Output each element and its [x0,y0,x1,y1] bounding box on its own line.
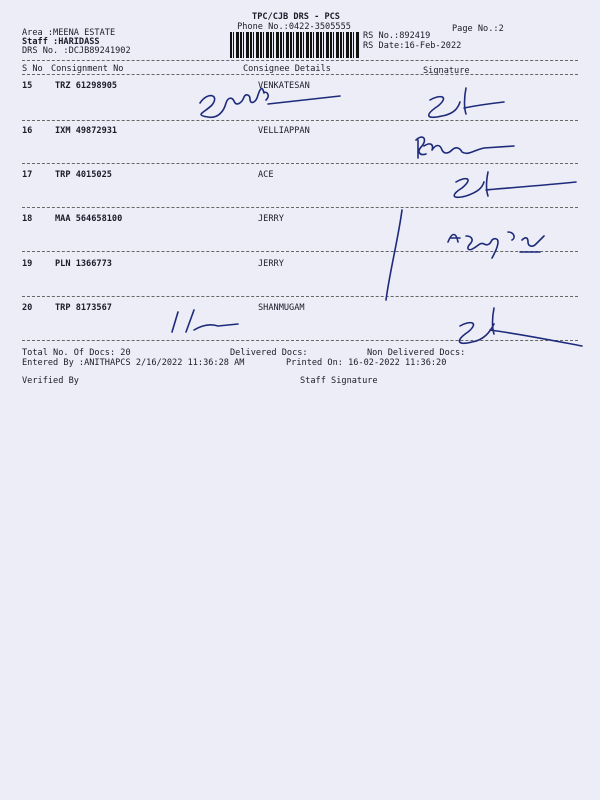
row-consignee: ACE [258,170,274,180]
row-consignee: VENKATESAN [258,81,310,91]
entered-by: Entered By :ANITHAPCS 2/16/2022 11:36:28 AM [22,358,245,368]
row-sno: 19 [22,259,33,269]
signature-s-jed-2 [454,172,576,197]
rs-number: RS No.:892419 [363,31,431,41]
divider [22,340,578,341]
document-title: TPC/CJB DRS - PCS [252,12,340,22]
row-sno: 15 [22,81,33,91]
page-number: Page No.:2 [452,24,504,34]
column-header-consignment: Consignment No [51,64,124,74]
row-sno: 18 [22,214,33,224]
row-consignee: VELLIAPPAN [258,126,310,136]
row-sno: 20 [22,303,33,313]
drs-number: DRS No. :DCJB89241902 [22,46,131,56]
row-sno: 16 [22,126,33,136]
total-docs: Total No. Of Docs: 20 [22,348,131,358]
signature-a-jerry-for [448,232,544,258]
row-sno: 17 [22,170,33,180]
column-header-signature: Signature [423,66,470,76]
divider [22,207,578,208]
row-consignment: TRP 8173567 [55,303,112,313]
barcode-icon [230,32,360,58]
divider [22,163,578,164]
row-consignment: MAA 564658100 [55,214,123,224]
staff-signature-label: Staff Signature [300,376,378,386]
row-consignment: TRZ 61298905 [55,81,118,91]
column-header-consignee: Consignee Details [243,64,331,74]
verified-by: Verified By [22,376,79,386]
area-label: Area :MEENA ESTATE [22,28,116,38]
signature-llr [172,310,238,332]
rs-date: RS Date:16-Feb-2022 [363,41,462,51]
staff-label: Staff :HARIDASS [22,37,100,47]
phone-number: Phone No.:0422-3505555 [237,22,351,32]
signature-s-jed-1 [429,88,504,117]
delivery-bracket-line [386,210,402,300]
divider [22,60,578,61]
non-delivered-docs: Non Delivered Docs: [367,348,466,358]
delivered-docs: Delivered Docs: [230,348,308,358]
divider [22,251,578,252]
row-consignment: PLN 1366773 [55,259,112,269]
divider [22,296,578,297]
printed-on: Printed On: 16-02-2022 11:36:20 [286,358,447,368]
row-consignment: TRP 4015025 [55,170,112,180]
divider [22,120,578,121]
row-consignee: SHANMUGAM [258,303,305,313]
signature-somthu [200,89,340,118]
signature-rajun [416,137,514,158]
row-consignment: IXM 49872931 [55,126,118,136]
row-consignee: JERRY [258,214,284,224]
divider [22,74,578,75]
column-header-sno: S No [22,64,43,74]
row-consignee: JERRY [258,259,284,269]
